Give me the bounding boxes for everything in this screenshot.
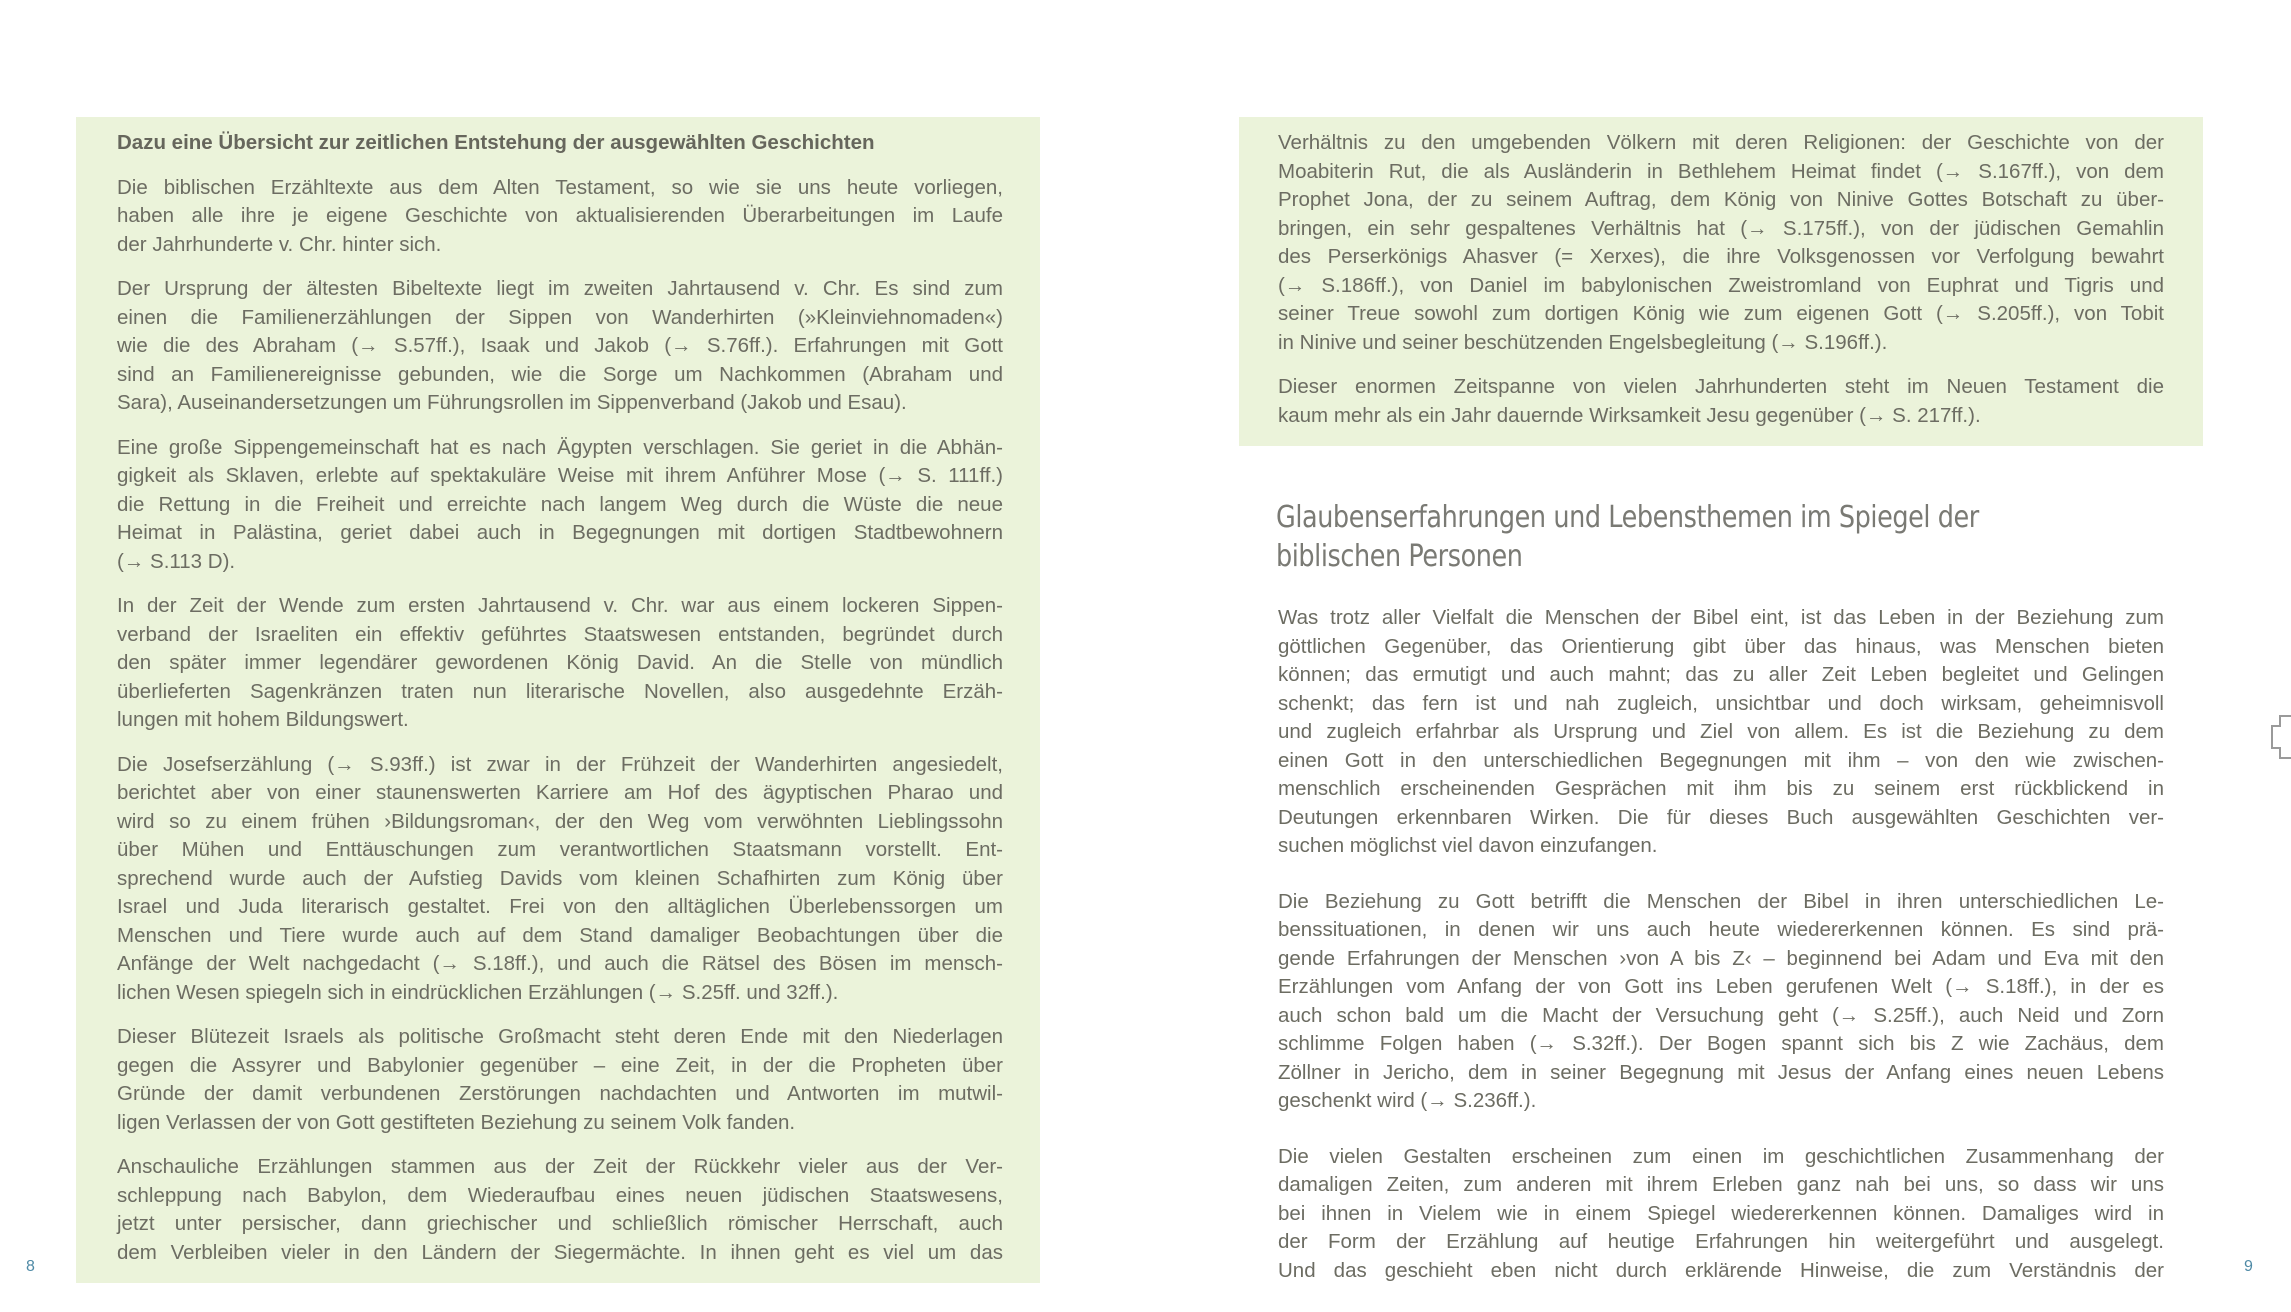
text-line: Dieser enormen Zeitspanne von vielen Jahrhunderten steht im Neuen Testament die xyxy=(1278,375,2164,398)
text-line: über Mühen und Enttäuschungen zum verantwortlichen Staatsmann vorstellt. Ent- xyxy=(117,838,1003,861)
paragraph xyxy=(1278,604,2164,861)
text-line: Sara), Auseinandersetzungen um Führungsrollen im Sippenverband (Jakob und Esau). xyxy=(117,391,907,414)
text-line: Moabiterin Rut, die als Ausländerin in Bethlehem Heimat findet (→ S.167ff.), von dem xyxy=(1278,159,2164,183)
right-body-text xyxy=(1278,604,2164,1312)
text-line: gegen die Assyrer und Babylonier gegenüber – eine Zeit, in der die Propheten über xyxy=(117,1053,1003,1077)
text-line: Die vielen Gestalten erscheinen zum einen im geschichtlichen Zusammenhang der xyxy=(1278,1144,2164,1168)
text-line: Menschen und Tiere wurde auch auf dem Stand damaliger Beobachtungen über die xyxy=(117,923,1003,947)
text-line: Die Beziehung zu Gott betrifft die Menschen der Bibel in ihren unterschiedlichen Le- xyxy=(1278,889,2164,913)
text-line: Und das geschieht eben nicht durch erklärende Hinweise, die zum Verständnis der xyxy=(1278,1258,2164,1282)
text-line: haben alle ihre je eigene Geschichte von aktualisierenden Überarbeitungen im Laufe xyxy=(117,204,1003,227)
text-line: schenkt; das fern ist und nah zugleich, unsichtbar und doch wirksam, geheimnisvoll xyxy=(1278,691,2164,715)
text-line: gende Erfahrungen der Menschen ›von A bis Z‹ – beginnend bei Adam und Eva mit den xyxy=(1278,946,2164,970)
paragraph xyxy=(1278,373,2164,430)
text-line: Deutungen erkennbaren Wirken. Die für dieses Buch ausgewählten Geschichten ver- xyxy=(1278,805,2164,829)
text-line: Erzählungen vom Anfang der von Gott ins Leben gerufenen Welt (→ S.18ff.), in der es xyxy=(1278,975,2164,998)
text-line: Gründe der damit verbundenen Zerstörungen nachdachten und Antworten im mutwil- xyxy=(117,1082,1003,1105)
text-line: des Perserkönigs Ahasver (= Xerxes), die ihre Volksgenossen vor Verfolgung bewahrt xyxy=(1278,245,2164,268)
text-line: seiner Treue sowohl zum dortigen König wie zum eigenen Gott (→ S.205ff.), von Tobit xyxy=(1278,302,2164,325)
section-title xyxy=(1276,498,2041,576)
paragraph xyxy=(117,751,1003,1008)
text-line: schlimme Folgen haben (→ S.32ff.). Der Bogen spannt sich bis Z wie Zachäus, dem xyxy=(1278,1032,2164,1055)
text-line: dem Verbleiben vieler in den Ländern der Siegermächte. In ihnen geht es viel um das xyxy=(117,1240,1003,1264)
paragraph xyxy=(1278,129,2164,357)
page-edge-bracket-icon xyxy=(2268,712,2291,762)
text-line: Der Ursprung der ältesten Bibeltexte liegt im zweiten Jahrtausend v. Chr. Es sind zum xyxy=(117,277,1003,300)
page-number-right: 9 xyxy=(2244,1258,2253,1275)
text-line: Dieser Blütezeit Israels als politische Großmacht steht deren Ende mit den Niederlagen xyxy=(117,1025,1003,1048)
section-title-line: Glaubenserfahrungen und Lebensthemen im Spiegel der xyxy=(1276,500,1979,535)
paragraph xyxy=(117,1153,1003,1267)
text-line: benssituationen, in denen wir uns auch heute wiedererkennen können. Es sind prä- xyxy=(1278,918,2164,941)
text-line: Die Josefserzählung (→ S.93ff.) ist zwar in der Frühzeit der Wanderhirten angesiedelt, xyxy=(117,752,1003,776)
text-line: verband der Israeliten ein effektiv geführtes Staatswesen entstanden, begründet durch xyxy=(117,622,1003,646)
text-line: der Form der Erzählung auf heutige Erfahrungen hin weitergeführt und ausgelegt. xyxy=(1278,1230,2164,1253)
text-line: Eine große Sippengemeinschaft hat es nach Ägypten verschlagen. Sie geriet in die Abhän- xyxy=(117,435,1003,459)
text-line: auch schon bald um die Macht der Versuchung geht (→ S.25ff.), auch Neid und Zorn xyxy=(1278,1003,2164,1027)
text-line: den später immer legendärer gewordenen König David. An die Stelle von mündlich xyxy=(117,651,1003,674)
paragraph xyxy=(117,592,1003,735)
text-line: bringen, ein sehr gespaltenes Verhältnis hat (→ S.175ff.), von der jüdischen Gemahlin xyxy=(1278,216,2164,240)
text-line: göttlichen Gegenüber, das Orientierung gibt über das hinaus, was Menschen bieten xyxy=(1278,634,2164,658)
section-title-line: biblischen Personen xyxy=(1276,539,1523,574)
text-line: Zöllner in Jericho, dem in seiner Begegnung mit Jesus der Anfang eines neuen Lebens xyxy=(1278,1060,2164,1084)
text-line: kaum mehr als ein Jahr dauernde Wirksamkeit Jesu gegenüber (→ S. 217ff.). xyxy=(1278,403,1981,427)
text-line: bei ihnen in Vielem wie in einem Spiegel wiedererkennen können. Damaliges wird in xyxy=(1278,1201,2164,1225)
text-line: in Ninive und seiner beschützenden Engelsbegleitung (→ S.196ff.). xyxy=(1278,330,1888,354)
text-line: gigkeit als Sklaven, erlebte auf spektakuläre Weise mit ihrem Anführer Mose (→ S. 111ff.) xyxy=(117,464,1003,487)
text-line: Prophet Jona, der zu seinem Auftrag, dem König von Ninive Gottes Botschaft zu über- xyxy=(1278,188,2164,211)
paragraph xyxy=(117,174,1003,260)
text-line: wird so zu einem frühen ›Bildungsroman‹, der den Weg vom verwöhnten Lieblingssohn xyxy=(117,809,1003,833)
text-line: die Rettung in die Freiheit und erreichte nach langem Weg durch die Wüste die neue xyxy=(117,492,1003,516)
text-line: lichen Wesen spiegeln sich in eindrücklichen Erzählungen (→ S.25ff. und 32ff.). xyxy=(117,980,839,1004)
paragraph xyxy=(1278,1143,2164,1286)
text-line: lungen mit hohem Bildungswert. xyxy=(117,708,409,731)
text-line: ligen Verlassen der von Gott gestifteten Beziehung zu seinem Volk fanden. xyxy=(117,1110,796,1134)
paragraph xyxy=(1278,888,2164,1116)
left-box-text xyxy=(117,129,1003,1283)
text-line: jetzt unter persischer, dann griechischer und schließlich römischer Herrschaft, auch xyxy=(117,1212,1003,1235)
text-line: (→ S.113 D). xyxy=(117,549,236,573)
paragraph xyxy=(117,275,1003,418)
text-line: Die biblischen Erzähltexte aus dem Alten Testament, so wie sie uns heute vorliegen, xyxy=(117,175,1003,199)
text-line: Israel und Juda literarisch gestaltet. Frei von den alltäglichen Überlebenssorgen um xyxy=(117,895,1003,918)
text-line: In der Zeit der Wende zum ersten Jahrtausend v. Chr. war aus einem lockeren Sippen- xyxy=(117,594,1003,617)
text-line: überlieferten Sagenkränzen traten nun literarische Novellen, also ausgedehnte Erzäh- xyxy=(117,679,1003,703)
page-number-left: 8 xyxy=(26,1258,35,1275)
text-line: einen die Familienerzählungen der Sippen von Wanderhirten (»Kleinviehnomaden«) xyxy=(117,305,1003,329)
paragraph xyxy=(117,434,1003,577)
paragraph xyxy=(117,1023,1003,1137)
text-line: Verhältnis zu den umgebenden Völkern mit deren Religionen: der Geschichte von der xyxy=(1278,131,2164,154)
text-line: und zugleich erfahrbar als Ursprung und Ziel von allem. Es ist die Beziehung zu dem xyxy=(1278,720,2164,743)
text-line: Heimat in Palästina, geriet dabei auch in Begegnungen mit dortigen Stadtbewohnern xyxy=(117,521,1003,544)
text-line: Anschauliche Erzählungen stammen aus der Zeit der Rückkehr vieler aus der Ver- xyxy=(117,1155,1003,1178)
text-line: (→ S.186ff.), von Daniel im babylonischen Zweistromland von Euphrat und Tigris und xyxy=(1278,273,2164,297)
text-line: geschenkt wird (→ S.236ff.). xyxy=(1278,1089,1537,1112)
text-line: damaligen Zeiten, zum anderen mit ihrem Erleben ganz nah bei uns, so dass wir uns xyxy=(1278,1173,2164,1196)
text-line: können; das ermutigt und auch mahnt; das zu aller Zeit Leben begleitet und Gelingen xyxy=(1278,663,2164,686)
text-line: einen Gott in den unterschiedlichen Begegnungen mit ihm – von den wie zwischen- xyxy=(1278,748,2164,772)
box-heading: Dazu eine Übersicht zur zeitlichen Entstehung der ausgewählten Geschichten xyxy=(117,131,875,154)
text-line: berichtet aber von einer staunenswerten Karriere am Hof des ägyptischen Pharao und xyxy=(117,781,1003,804)
text-line: der Jahrhunderte v. Chr. hinter sich. xyxy=(117,232,442,256)
text-line: suchen möglichst viel davon einzufangen. xyxy=(1278,834,1658,857)
text-line: Anfänge der Welt nachgedacht (→ S.18ff.), und auch die Rätsel des Bösen im mensch- xyxy=(117,952,1003,975)
text-line: menschlich erscheinenden Gesprächen mit ihm bis zu seinem erst rückblickend in xyxy=(1278,777,2164,800)
right-box-text xyxy=(1278,129,2164,446)
text-line: wie die des Abraham (→ S.57ff.), Isaak und Jakob (→ S.76ff.). Erfahrungen mit Gott xyxy=(117,334,1003,357)
text-line: schleppung nach Babylon, dem Wiederaufbau eines neuen jüdischen Staatswesens, xyxy=(117,1183,1003,1207)
text-line: sprechend wurde auch der Aufstieg Davids vom kleinen Schafhirten zum König über xyxy=(117,866,1003,890)
text-line: Was trotz aller Vielfalt die Menschen der Bibel eint, ist das Leben in der Beziehung zum xyxy=(1278,606,2164,629)
text-line: sind an Familienereignisse gebunden, wie die Sorge um Nachkommen (Abraham und xyxy=(117,362,1003,386)
